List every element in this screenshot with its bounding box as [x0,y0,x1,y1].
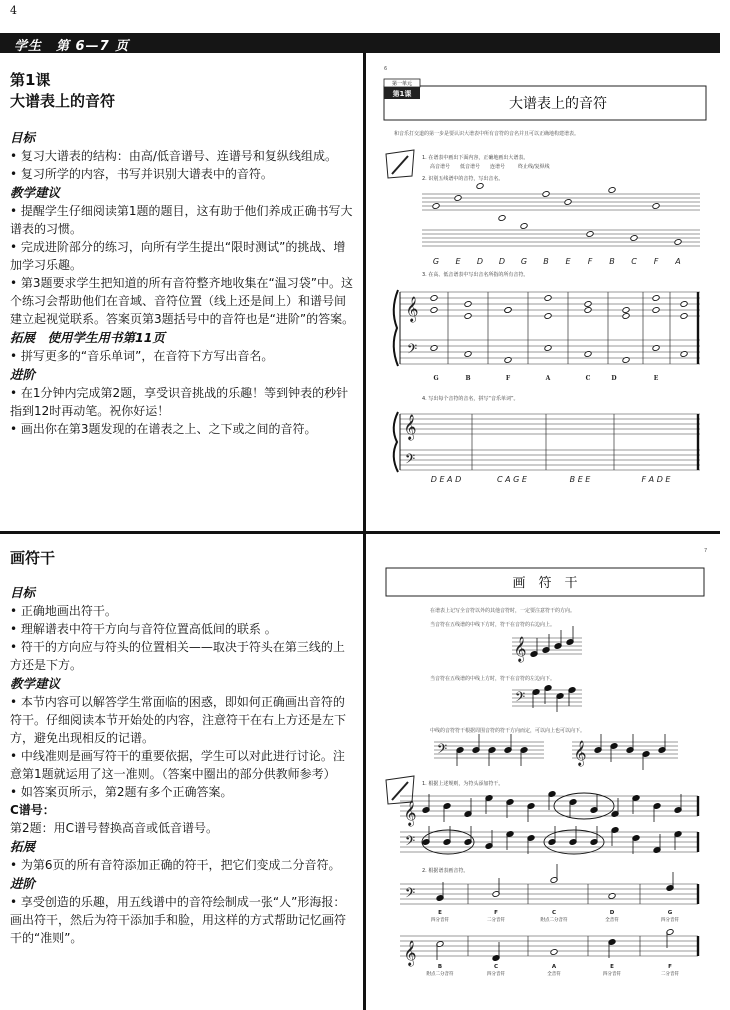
music-word: B E E [569,475,591,484]
divider-horizontal [0,531,720,534]
goal-item: • 理解谱表中符干方向与音符位置高低间的联系 。 [10,622,277,636]
page-number: 4 [10,4,17,17]
suggestion-item: • 本节内容可以解答学生常面临的困惑，即如何正确画出音符的符干。仔细阅读本节开始处的内容，注意符干在右上方还是左下方，避免出现相反的记谱。 [10,695,347,745]
note-name: G [667,910,673,916]
note-name: C [631,257,637,266]
extend-heading: 拓展 使用学生用书第11页 [10,330,165,345]
goal-item: • 符干的方向应与符头的位置相关——取决于符头在第三线的上方还是下方。 [10,640,345,672]
note-name: E [438,910,442,916]
suggestions-heading: 教学建议 [10,185,61,200]
wb6-q1: 1. 在谱表中画出下面内容，正确地画出大谱表。 [422,155,529,161]
q1-bass-staff [400,826,698,854]
note-name: C [585,375,591,382]
note-head [584,351,592,358]
note-name: G [433,375,439,382]
note-name: E [565,257,571,266]
q1-item: 高音谱号 [430,164,451,170]
note-value-label: 全音符 [605,918,619,923]
advance-heading: 进阶 [10,876,36,891]
note-head [652,295,660,302]
suggestion-item: • 如答案页所示，第2题有多个正确答案。 [10,785,233,799]
extend-heading: 拓展 [10,839,36,854]
goals-heading: 目标 [10,585,36,600]
header-label: 学生 第 6—7 页 [14,39,130,54]
stems-notes [10,548,355,947]
brace-icon [394,412,398,472]
note-head [564,199,572,206]
advance-item: • 在1分钟内完成第2题，享受识音挑战的乐趣！等到钟表的秒针指到12时再动笔。祝你好运！ [10,386,349,418]
note-head [584,301,592,308]
q3-grand-staff [394,290,700,366]
note-head [520,223,528,230]
note-name: A [675,257,681,266]
brace-icon [394,290,398,366]
note-name: C [493,964,499,970]
music-word: F A D E [641,475,671,484]
note-head [454,195,462,202]
note-head [544,295,552,302]
note-name: E [653,375,659,382]
note-head [680,351,688,358]
note-head [430,295,438,302]
suggestions-heading: 教学建议 [10,676,61,691]
music-word: D E A D [430,475,462,484]
wb7-page-no: 7 [704,548,708,554]
treble-clef-icon: 𝄞 [403,801,417,826]
note-head [430,307,438,314]
note-name: G [520,257,528,266]
q1-item: 终止线/复纵线 [518,164,550,170]
note-name: F [668,964,672,970]
wb6-q4: 4. 写出每个音符的音名，拼写“音乐单词”。 [422,396,519,402]
extend-item: • 为第6页的所有音符添加正确的符干，把它们变成二分音符。 [10,858,341,872]
note-name: F [653,257,659,266]
note-head [544,313,552,320]
note-value-label: 二分音符 [487,918,505,923]
c-clef-text: 第2题：用C谱号替换高音或低音谱号。 [10,821,219,835]
q4-music-words [431,475,672,484]
q1-item: 连谱号 [490,164,506,170]
example-stem-down [512,685,582,712]
q1-treble-staff [400,791,698,826]
wb6-title: 大谱表上的音符 [509,96,607,112]
wb6-q2: 2. 识别五线谱中的音符，写出音名。 [422,176,504,182]
wb7-q2: 2. 根据谱表画音符。 [422,868,469,874]
q3-note-names [433,375,658,382]
advance-item: • 享受创造的乐趣，用五线谱中的音符绘制成一张“人”形海报：画出符干，然后为符干添加手和脸，用这样的方式帮助记忆画符干的“准则”。 [10,895,347,945]
note-head [680,301,688,308]
advance-item: • 画出你在第3题发现的在谱表之上、之下或之间的音符。 [10,422,317,436]
note-name: D [609,910,615,916]
suggestion-item: • 提醒学生仔细阅读第1题的题目，这有助于他们养成正确书写大谱表的习惯。 [10,204,353,236]
note-name: B [543,257,549,266]
goal-item: • 复习大谱表的结构：由高/低音谱号、连谱号和复纵线组成。 [10,149,337,163]
treble-clef-icon: 𝄞 [573,741,587,766]
q2-note-names [433,257,681,266]
rule-2: 当音符在五线谱的中线上方时，符干在音符的左边向下。 [430,676,556,682]
note-head [476,183,484,190]
music-word: C A G E [497,475,527,484]
wb6-q3: 3. 在高、低音谱表中写出音名所指的所有音符。 [422,272,529,278]
note-head [652,203,660,210]
note-head [464,301,472,308]
wb7-title: 画 符 干 [512,576,578,591]
note-head [652,345,660,352]
note-head [630,235,638,242]
rule-1: 当音符在五线谱的中线下方时，符干在音符的右边向上。 [430,622,556,628]
example-stem-up [512,626,582,662]
pencil-flag-icon [386,776,414,804]
note-name: F [505,375,511,382]
lesson1-notes [10,70,355,438]
note-name: G [432,257,440,266]
workbook-page-7 [378,540,713,1005]
note-head [622,313,630,320]
note-value-label: 附点二分音符 [540,918,568,923]
suggestion-item: • 第3题要求学生把知道的所有音符整齐地收集在“温习袋”中。这个练习会帮助他们在音域、音符位置（线上还是间上）和谱号间建立起视觉联系。答案页第3题括号中的音符也是“进阶”的答案。 [10,276,355,326]
q2-bass-labels [431,910,679,923]
note-head [544,345,552,352]
note-head [504,307,512,314]
q4-grand-staff [394,412,700,472]
treble-clef-icon: 𝄞 [405,297,419,322]
workbook-page-6 [378,58,713,488]
divider-vertical-bottom [363,534,366,1010]
note-name: E [455,257,461,266]
note-name: F [587,257,593,266]
header-bar [0,33,720,53]
note-head [498,215,506,222]
c-clef-heading: C谱号： [10,803,55,817]
note-name: E [610,964,614,970]
note-head [430,345,438,352]
lesson-subtitle: 大谱表上的音符 [10,92,116,110]
note-value-label: 四分音符 [603,972,621,977]
wb6-page-no: 6 [384,66,388,72]
goals-heading: 目标 [10,130,36,145]
note-name: B [437,964,443,970]
wb7-intro: 在谱表上记写全音符以外的其他音符时，一定要注意符干的方向。 [430,608,576,614]
treble-clef-icon: 𝄞 [403,415,417,440]
bass-clef-icon: 𝄢 [404,885,416,904]
note-head [652,307,660,314]
bass-clef-icon: 𝄢 [404,451,416,470]
extend-item: • 拼写更多的“音乐单词”，在音符下方写出音名。 [10,349,274,363]
q2-staff [422,183,700,246]
q1-item: 低音谱号 [460,164,481,170]
goal-item: • 正确地画出符干。 [10,604,117,618]
divider-vertical-top [363,53,366,531]
note-name: D [611,375,617,382]
note-head [680,313,688,320]
treble-clef-icon: 𝄞 [513,637,527,662]
note-head [550,949,558,956]
note-head [584,307,592,314]
note-value-label: 附点二分音符 [426,972,454,977]
pencil-flag-icon [386,150,414,178]
note-head [542,191,550,198]
note-value-label: 四分音符 [431,918,449,923]
note-head [432,203,440,210]
goal-item: • 复习所学的内容，书写并识别大谱表中的音符。 [10,167,273,181]
section-title: 画符干 [10,549,56,567]
suggestion-item: • 中线准则是画写符干的重要依据，学生可以对此进行讨论。注意第1题就运用了这一准则。（答案中圈出的部分供教师参考） [10,749,345,781]
note-head [622,307,630,314]
q2-treble-staff [400,929,698,966]
note-name: A [551,964,557,970]
note-head [674,239,682,246]
note-head [622,357,630,364]
note-value-label: 全音符 [547,972,561,977]
note-name: B [465,375,471,382]
bass-clef-icon: 𝄢 [404,833,416,852]
note-value-label: 四分音符 [487,972,505,977]
note-name: D [476,257,484,266]
bass-clef-icon: 𝄢 [514,689,526,708]
wb6-intro: 和音乐打交道的第一步是要认识大谱表中所有音符的音名并且可以正确地构建谱表。 [394,131,580,137]
note-name: B [609,257,615,266]
lesson-badge-text: 第1课 [392,90,412,98]
rule-3: 中线的音符符干根据周围音符的符干方向而定，可以向上也可以向下。 [430,728,586,734]
note-value-label: 二分音符 [661,972,679,977]
note-head [608,893,616,900]
note-name: A [545,375,551,382]
note-name: C [551,910,557,916]
note-head [504,357,512,364]
bass-clef-icon: 𝄢 [436,741,448,760]
note-head [608,187,616,194]
example-middle-line [434,734,678,770]
lesson-title: 第1课 [10,71,51,89]
suggestion-item: • 完成进阶部分的练习，向所有学生提出“限时测试”的挑战、增加学习乐趣。 [10,240,346,272]
note-head [464,313,472,320]
bass-clef-icon: 𝄢 [406,341,418,360]
note-name: D [498,257,506,266]
note-name: F [494,910,498,916]
advance-heading: 进阶 [10,367,36,382]
treble-clef-icon: 𝄞 [403,941,417,966]
note-head [464,351,472,358]
q2-treble-labels [427,964,680,977]
note-value-label: 四分音符 [661,918,679,923]
wb7-q1: 1. 根据上述规则，为符头添加符干。 [422,781,504,787]
note-head [586,231,594,238]
unit-badge-text: 第一单元 [391,81,413,87]
